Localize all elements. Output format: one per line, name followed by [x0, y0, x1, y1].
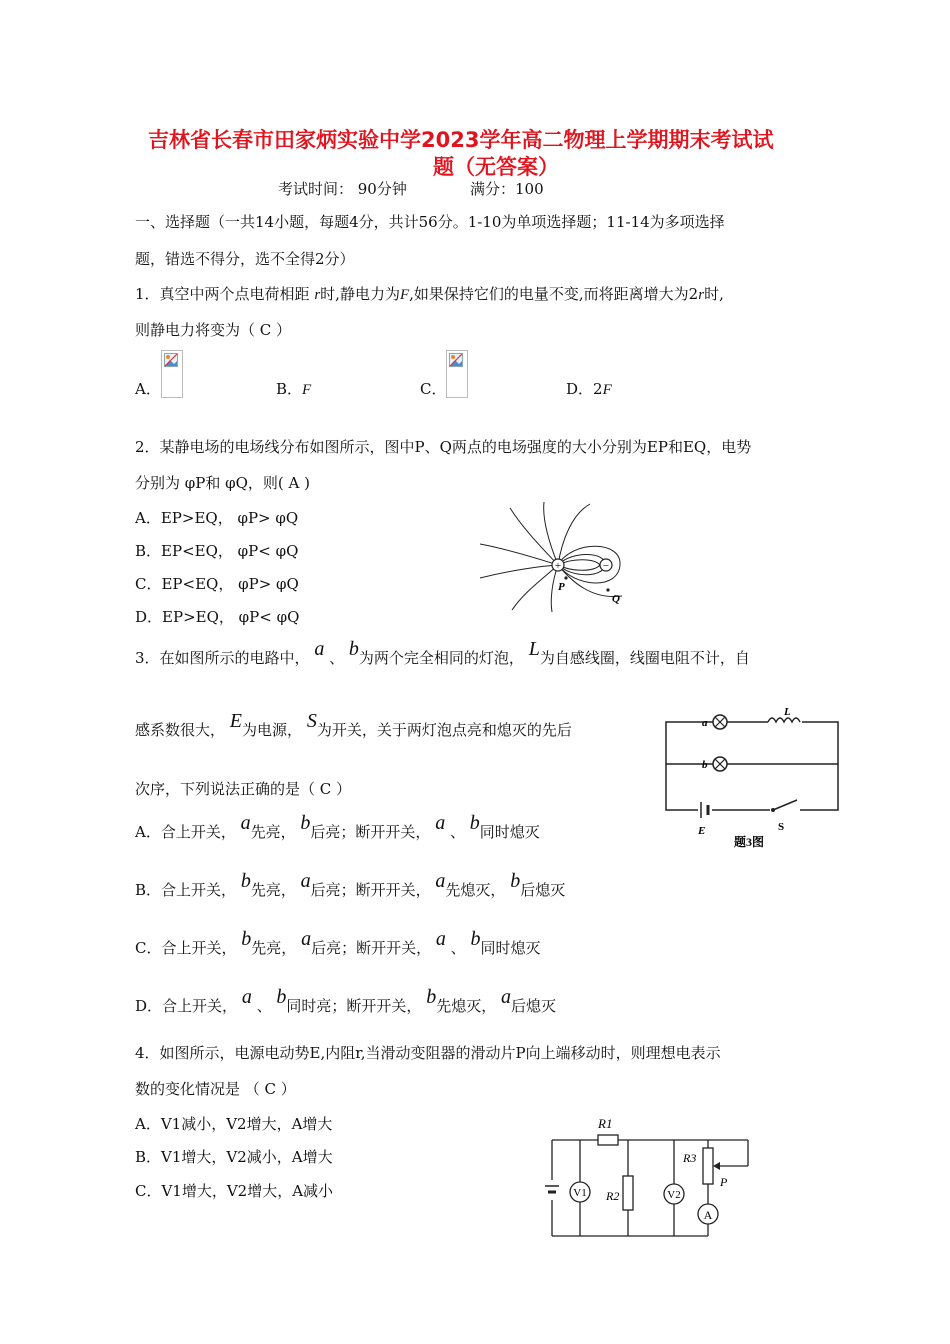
q4-option-b: B．V1增大，V2减小，A增大 [135, 1148, 333, 1166]
q3-option-a: A．合上开关， a先亮， b后亮；断开开关， a 、 b同时熄灭 [135, 812, 540, 841]
q1-stem-line2: 则静电力将变为（ C ） [135, 321, 292, 339]
r2-label: R2 [606, 1189, 620, 1203]
slider-p-label: P [720, 1175, 728, 1189]
point-q-label: Q [612, 593, 620, 605]
section1-line2: 题，错选不得分，选不全得2分） [135, 250, 355, 268]
page-title-line2: 题（无答案） [433, 155, 559, 179]
exam-score: 满分：100 [470, 180, 544, 198]
point-p-label: P [558, 581, 565, 593]
broken-image-icon [449, 353, 463, 367]
q3-stem-line1: 3．在如图所示的电路中， a 、 b为两个完全相同的灯泡， L为自感线圈，线圈电阻不计，自 [135, 638, 750, 667]
resistor-r1-icon [598, 1135, 618, 1145]
exam-time: 考试时间： 90分钟 [278, 180, 407, 198]
q3-stem-line3: 次序，下列说法正确的是（ C ） [135, 780, 352, 798]
q3-option-c: C．合上开关， b先亮， a后亮；断开开关， a 、 b同时熄灭 [135, 928, 541, 957]
page-title-line1: 吉林省长春市田家炳实验中学2023学年高二物理上学期期末考试试 [148, 128, 774, 152]
battery-label: E [698, 825, 706, 837]
q1-option-c-image [446, 350, 468, 398]
r1-label: R1 [598, 1116, 613, 1131]
switch-label: S [778, 821, 785, 833]
q1-stem-line1: 1．真空中两个点电荷相距 r时,静电力为F,如果保持它们的电量不变,而将距离增大为2r时, [135, 285, 724, 303]
positive-charge-sign: + [554, 560, 562, 572]
q1-option-b: B．F [276, 380, 312, 398]
q1-option-a: A． [135, 380, 161, 398]
q4-stem-line2: 数的变化情况是 （ C ） [135, 1080, 296, 1098]
q2-option-b: B．EP<EQ， φP< φQ [135, 542, 299, 560]
section1-line1: 一、选择题（一共14小题，每题4分，共计56分。1-10为单项选择题；11-14为多项选择 [135, 213, 725, 231]
ammeter-label: A [703, 1208, 713, 1222]
q2-option-d: D．EP>EQ， φP< φQ [135, 608, 300, 626]
broken-image-icon [164, 353, 178, 367]
resistor-r2-icon [623, 1176, 633, 1210]
voltmeter-v1-label: V1 [573, 1187, 587, 1199]
q2-stem-line1: 2．某静电场的电场线分布如图所示，图中P、Q两点的电场强度的大小分别为EP和EQ，电势 [135, 438, 752, 456]
q4-option-c: C．V1增大，V2增大，A减小 [135, 1182, 334, 1200]
bulb-b-label: b [702, 759, 708, 771]
electric-field-figure [472, 500, 647, 615]
bulb-a-label: a [702, 717, 708, 729]
q2-option-a: A．EP>EQ， φP> φQ [135, 509, 299, 527]
r3-label: R3 [683, 1151, 697, 1165]
inductor-label: L [784, 706, 791, 718]
q4-option-a: A．V1减小，V2增大，A增大 [135, 1115, 333, 1133]
figure-caption: 题3图 [734, 835, 765, 849]
rheostat-r3-icon [703, 1148, 713, 1184]
q3-option-d: D．合上开关， a 、 b同时亮；断开开关， b先熄灭， a后熄灭 [135, 986, 556, 1015]
q3-stem-line2: 感系数很大， E为电源， S为开关，关于两灯泡点亮和熄灭的先后 [135, 710, 572, 739]
q1-option-c: C． [420, 380, 447, 398]
q1-option-d: D．2F [566, 380, 612, 398]
q2-stem-line2: 分别为 φP和 φQ，则( A ) [135, 474, 311, 492]
negative-charge-sign: − [602, 560, 610, 572]
q4-circuit-figure [540, 1112, 755, 1244]
q3-option-b: B．合上开关， b先亮， a后亮；断开开关， a先熄灭， b后熄灭 [135, 870, 566, 899]
q2-option-c: C．EP<EQ， φP> φQ [135, 575, 299, 593]
voltmeter-v2-label: V2 [667, 1189, 681, 1201]
slider-arrow-icon [713, 1162, 720, 1170]
q4-stem-line1: 4．如图所示，电源电动势E,内阻r,当滑动变阻器的滑动片P向上端移动时，则理想电表示 [135, 1044, 721, 1062]
q3-circuit-figure [660, 706, 845, 851]
q1-option-a-image [161, 350, 183, 398]
